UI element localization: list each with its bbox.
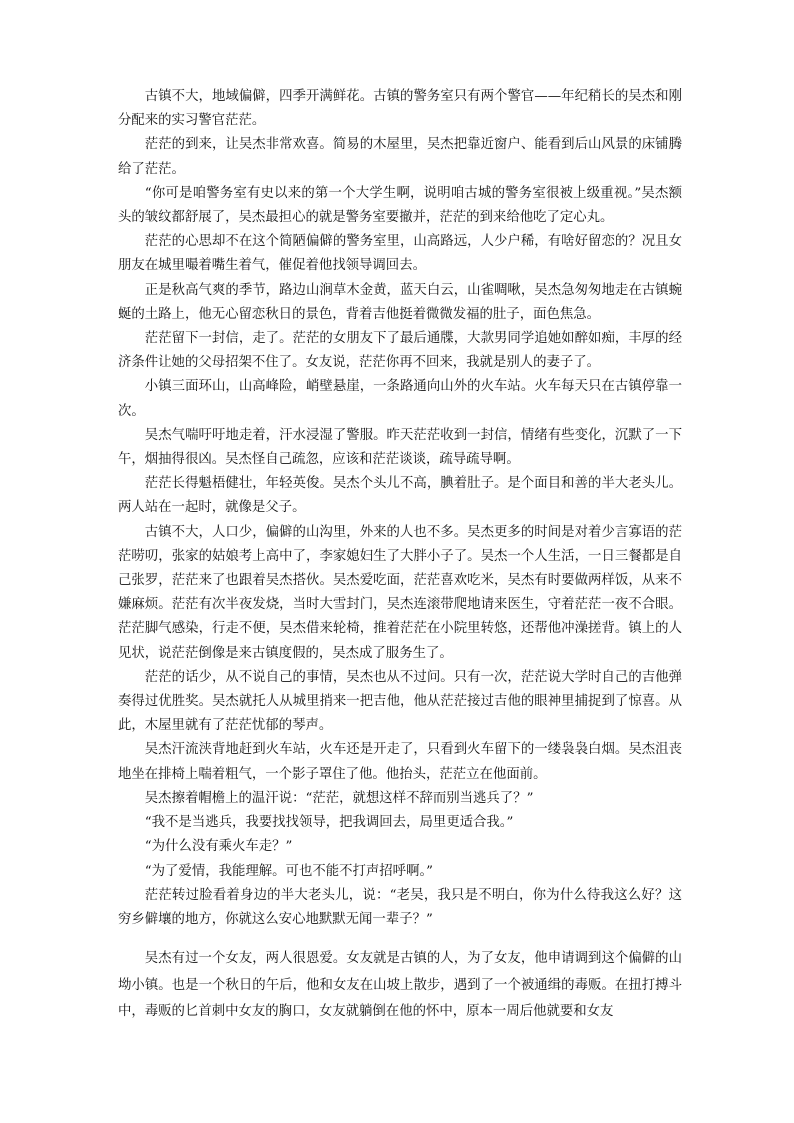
paragraph: 吴杰擦着帽檐上的温汗说：“茫茫，就想这样不辞而别当逃兵了？” <box>144 790 534 806</box>
paragraph: 茫茫长得魁梧健壮，年轻英俊。吴杰个头儿不高，腆着肚子。是个面目和善的半大老头儿。两人站在一起时，就像是父子。 <box>118 476 682 516</box>
paragraph: 小镇三面环山，山高峰险，峭壁悬崖，一条路通向山外的火车站。火车每天只在古镇停靠一次。 <box>118 379 682 419</box>
paragraph: 古镇不大，人口少，偏僻的山沟里，外来的人也不多。吴杰更多的时间是对着少言寡语的茫茫唠叨，张家的姑娘考上高中了，李家媳妇生了大胖小子了。吴杰一个人生活，一日三餐都是自己张罗，茫茫来了也跟着吴杰搭伙。吴杰爱吃面，茫茫喜欢吃米，吴杰有时要做两样饭，从来不嫌麻烦。茫茫有次半夜发烧，当时大雪封门，吴杰连滚带爬地请来医生，守着茫茫一夜不合眼。茫茫脚气感染，行走不便，吴杰借来轮椅，推着茫茫在小院里转悠，还帮他冲澡搓背。镇上的人见状，说茫茫倒像是来古镇度假的，吴杰成了服务生了。 <box>118 524 682 661</box>
paragraph: “我不是当逃兵，我要找找领导，把我调回去，局里更适合我。” <box>144 815 514 831</box>
paragraph: 古镇不大，地域偏僻，四季开满鲜花。古镇的警务室只有两个警官——年纪稍长的吴杰和刚分配来的实习警官茫茫。 <box>118 89 682 129</box>
paragraph: 正是秋高气爽的季节，路边山涧草木金黄，蓝天白云，山雀啁啾，吴杰急匆匆地走在古镇蜿蜒的土路上，他无心留恋秋日的景色，背着吉他挺着微微发福的肚子，面色焦急。 <box>118 282 682 322</box>
paragraph: 吴杰汗流浃背地赶到火车站，火车还是开走了，只看到火车留下的一缕袅袅白烟。吴杰沮丧地坐在排椅上喘着粗气，一个影子罩住了他。他抬头，茫茫立在他面前。 <box>118 742 682 782</box>
paragraph: 吴杰气喘吁吁地走着，汗水浸湿了警服。昨天茫茫收到一封信，情绪有些变化，沉默了一下午，烟抽得很凶。吴杰怪自己疏忽，应该和茫茫谈谈，疏导疏导啊。 <box>118 427 682 468</box>
paragraph: 茫茫的到来，让吴杰非常欢喜。简易的木屋里，吴杰把靠近窗户、能看到后山风景的床铺腾给了茫茫。 <box>118 137 682 177</box>
paragraph: 吴杰有过一个女友，两人很恩爱。女友就是古镇的人，为了女友，他申请调到这个偏僻的山坳小镇。也是一个秋日的午后，他和女友在山坡上散步，遇到了一个被通缉的毒贩。在扭打搏斗中，毒贩的匕首刺中女友的胸口，女友就躺倒在他的怀中，原本一周后他就要和女友 <box>118 951 682 1019</box>
paragraph: 茫茫留下一封信，走了。茫茫的女朋友下了最后通牒，大款男同学追她如醉如痴，丰厚的经济条件让她的父母招架不住了。女友说，茫茫你再不回来，我就是别人的妻子了。 <box>118 331 682 371</box>
paragraph: “为了爱情，我能理解。可也不能不打声招呼啊。” <box>144 863 433 879</box>
paragraph: “为什么没有乘火车走？” <box>144 839 293 855</box>
paragraph: “你可是咱警务室有史以来的第一个大学生啊，说明咱古城的警务室很被上级重视。”吴杰额头的皱纹都舒展了，吴杰最担心的就是警务室要撤并，茫茫的到来给他吃了定心丸。 <box>118 185 682 226</box>
article-body-lower <box>118 946 682 1026</box>
paragraph: 茫茫的心思却不在这个简陋偏僻的警务室里，山高路远，人少户稀，有啥好留恋的？况且女朋友在城里嘬着嘴生着气，催促着他找领导调回去。 <box>118 234 682 274</box>
paragraph: 茫茫的话少，从不说自己的事情，吴杰也从不过问。只有一次，茫茫说大学时自己的吉他弹奏得过优胜奖。吴杰就托人从城里捎来一把吉他，他从茫茫接过吉他的眼神里捕捉到了惊喜。从此，木屋里就有了茫茫忧郁的琴声。 <box>118 669 682 734</box>
article-body-upper <box>118 85 682 932</box>
paragraph: 茫茫转过脸看着身边的半大老头儿，说：“老吴，我只是不明白，你为什么待我这么好？这穷乡僻壤的地方，你就这么安心地默默无闻一辈子？” <box>118 887 682 927</box>
